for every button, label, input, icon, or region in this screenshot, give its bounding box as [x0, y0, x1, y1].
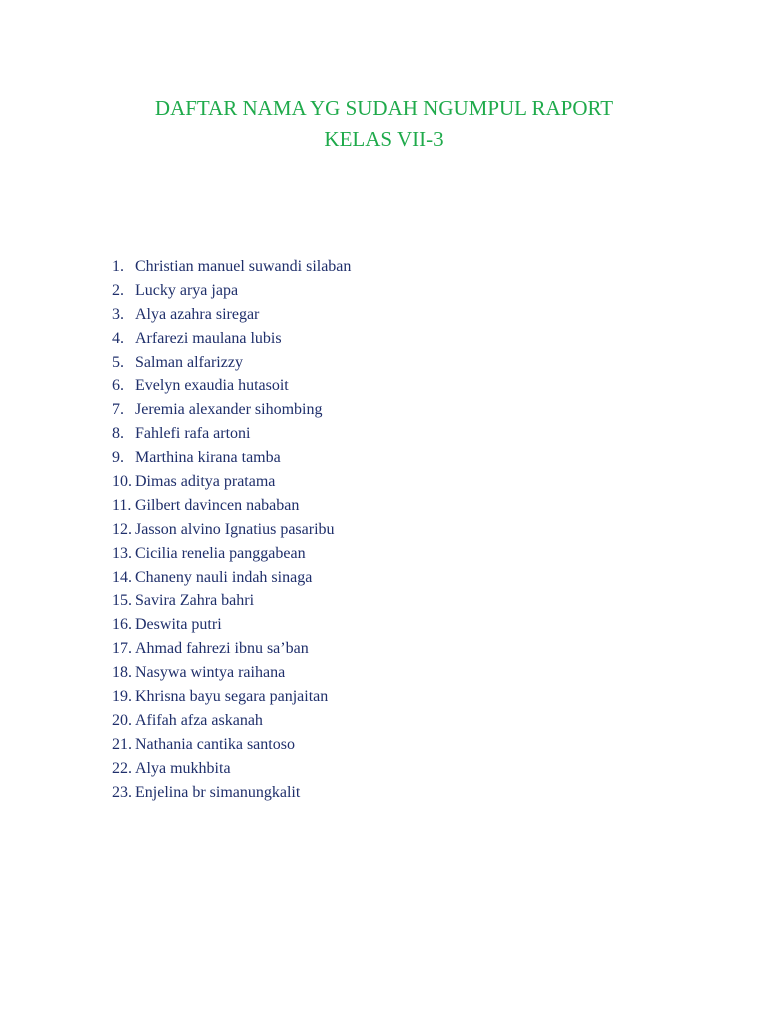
student-name: Salman alfarizzy — [135, 353, 243, 371]
list-number: 16. — [112, 616, 132, 634]
list-number: 15. — [112, 592, 132, 610]
list-number: 13. — [112, 544, 132, 562]
list-number: 10. — [112, 473, 132, 491]
student-name: Christian manuel suwandi silaban — [135, 258, 352, 275]
student-name: Evelyn exaudia hutasoit — [135, 377, 289, 395]
list-item — [112, 709, 351, 733]
list-item — [112, 255, 351, 279]
student-name: Enjelina br simanungkalit — [135, 783, 301, 801]
student-name: Fahlefi rafa artoni — [135, 425, 251, 443]
list-number: 14. — [112, 568, 132, 586]
list-item — [112, 589, 351, 613]
student-name: Cicilia renelia panggabean — [135, 544, 306, 562]
list-item — [112, 303, 351, 327]
list-item — [112, 446, 351, 470]
list-item — [112, 685, 351, 709]
document-subtitle: KELAS VII-3 — [324, 127, 444, 151]
student-name: Nathania cantika santoso — [135, 735, 295, 753]
list-item — [112, 398, 351, 422]
list-number: 5. — [112, 353, 124, 371]
student-name: Marthina kirana tamba — [135, 449, 281, 467]
list-number: 17. — [112, 640, 132, 658]
list-number: 6. — [112, 377, 124, 395]
list-number: 4. — [112, 329, 124, 347]
list-item — [112, 470, 351, 494]
list-number: 9. — [112, 449, 124, 467]
list-item — [112, 327, 351, 351]
list-number: 2. — [112, 281, 124, 299]
list-item — [112, 566, 351, 590]
student-name: Khrisna bayu segara panjaitan — [135, 688, 329, 706]
student-name: Dimas aditya pratama — [135, 473, 276, 491]
student-name: Jasson alvino Ignatius pasaribu — [135, 520, 335, 538]
list-number: 23. — [112, 783, 132, 801]
list-item — [112, 781, 351, 805]
student-name: Nasywa wintya raihana — [135, 664, 286, 682]
list-number: 8. — [112, 425, 124, 443]
list-item — [112, 733, 351, 757]
list-item — [112, 661, 351, 685]
document-title: DAFTAR NAMA YG SUDAH NGUMPUL RAPORT — [154, 96, 614, 120]
list-number: 20. — [112, 711, 132, 729]
list-item — [112, 542, 351, 566]
list-number: 11. — [112, 496, 132, 514]
list-item — [112, 637, 351, 661]
list-number: 19. — [112, 688, 132, 706]
student-name: Afifah afza askanah — [135, 711, 263, 729]
student-name: Alya azahra siregar — [135, 305, 260, 323]
student-name: Lucky arya japa — [135, 281, 239, 299]
list-number: 1. — [112, 258, 124, 275]
list-number: 7. — [112, 401, 124, 419]
list-number: 12. — [112, 520, 132, 538]
list-item — [112, 351, 351, 375]
list-item — [112, 374, 351, 398]
list-number: 21. — [112, 735, 132, 753]
student-name: Gilbert davincen nababan — [135, 496, 300, 514]
list-item — [112, 613, 351, 637]
student-name: Arfarezi maulana lubis — [135, 329, 282, 347]
student-name: Jeremia alexander sihombing — [135, 401, 323, 419]
list-item — [112, 422, 351, 446]
student-name: Deswita putri — [135, 616, 222, 634]
list-item — [112, 494, 351, 518]
student-name: Chaneny nauli indah sinaga — [135, 568, 313, 586]
list-number: 3. — [112, 305, 124, 323]
student-name: Ahmad fahrezi ibnu sa’ban — [135, 640, 309, 658]
list-number: 18. — [112, 664, 132, 682]
list-number: 22. — [112, 759, 132, 777]
list-item — [112, 279, 351, 303]
list-item — [112, 518, 351, 542]
name-list — [112, 255, 351, 804]
student-name: Alya mukhbita — [135, 759, 231, 777]
student-name: Savira Zahra bahri — [135, 592, 255, 610]
list-item — [112, 757, 351, 781]
